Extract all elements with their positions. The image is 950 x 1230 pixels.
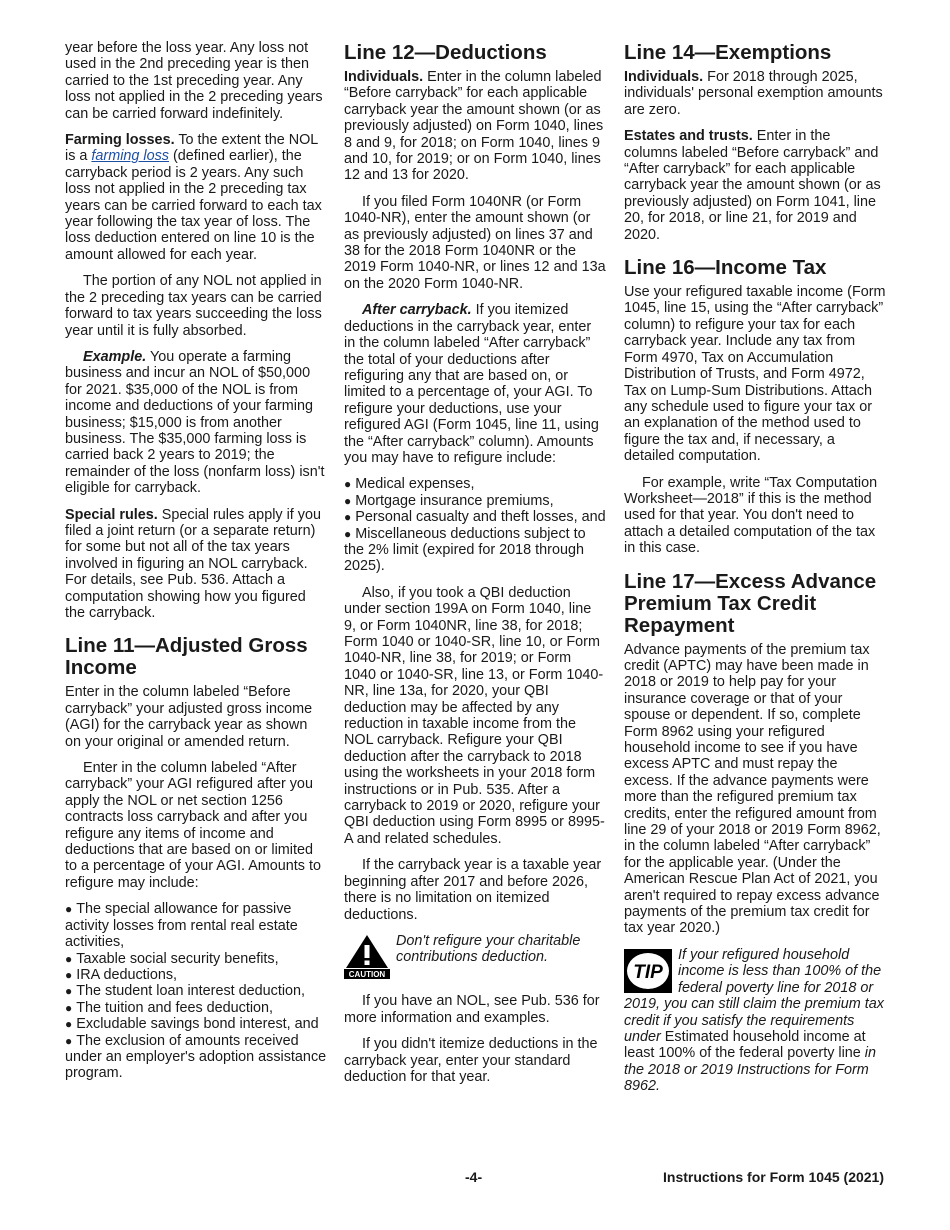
- tip-icon: [624, 949, 672, 993]
- individuals-text: Enter in the column labeled “Before carryback” for each applicable carryback year the amount shown (or as previously adjusted) on Form 1040, lines 8 and 9, for 2018; on Form 1040, lines 9 and 10, for 2019; or on Form 1040, lines 12 and 13 for 2020.: [344, 69, 604, 184]
- special-rules-text: Special rules apply if you filed a joint return (or a separate return) for some but not all of the tax years involved in figuring an NOL carryback. For details, see Pub. 536. Attach a computation showing how you figured the carryback.: [65, 506, 321, 621]
- list-item: ● Taxable social security benefits,: [65, 950, 279, 967]
- list-item: ● Personal casualty and theft losses, and: [344, 509, 606, 526]
- tip-text-2: in the 2018 or 2019 Instructions for Form 8962.: [624, 1045, 876, 1095]
- paragraph-estates-trusts: [624, 128, 886, 243]
- tip-label: TIP: [633, 961, 663, 983]
- paragraph-line11-before: Enter in the column labeled “Before carryback” your adjusted gross income (AGI) for the carryback year as shown on your original or amended return.: [65, 684, 313, 750]
- caution-callout: [344, 933, 606, 983]
- heading-line-16: Line 16—Income Tax: [624, 256, 827, 280]
- bullet-icon: ●: [344, 510, 352, 525]
- page-number: -4-: [465, 1169, 483, 1185]
- list-item: ● Miscellaneous deductions subject to the 2% limit (expired for 2018 through 2025).: [344, 525, 586, 575]
- paragraph-line11-after: Enter in the column labeled “After carryback” your AGI refigured after you apply the NOL or net section 1256 contracts loss carryback and after you refigure any items of income and deductions that are based on or limited to a percentage of your AGI. Amounts to refigure may include:: [65, 760, 321, 891]
- paragraph-farming-losses: [65, 132, 327, 263]
- after-carryback-text: If you itemized deductions in the carryback year, enter in the column labeled “After carryback” the total of your deductions after refiguring any that are based on, or limited to a percentage of, your AGI. To refigure your deductions, use your refigured AGI (Form 1045, line 11, using the “After carryback” column). Amounts you may have to refigure include:: [344, 302, 599, 466]
- list-item: ● The student loan interest deduction,: [65, 983, 306, 1000]
- estates-trusts-text: Enter in the columns labeled “Before carryback” and “After carryback” for each applicable carryback year the amount shown (or as previously adjusted) on Form 1041, line 20, for 2018, or line 21, for 2019 and 2020.: [624, 128, 881, 243]
- paragraph-special-rules: [65, 507, 327, 622]
- bullet-icon: ●: [65, 967, 73, 982]
- paragraph-after-carryback: [344, 302, 606, 466]
- special-rules-lead: Special rules.: [65, 506, 158, 523]
- farming-text-post: (defined earlier), the carryback period is 2 years. Any such loss not applied in the 2 preceding tax years can be carried forward to each tax year following the tax year of loss. The loss deduction entered on line 10 is the amount allowed for each year.: [65, 148, 322, 263]
- caution-text: Don't refigure your charitable contributions deduction.: [396, 932, 581, 966]
- paragraph-taxable-year: If the carryback year is a taxable year beginning after 2017 and before 2026, there is no limitation on itemized deductions.: [344, 857, 602, 923]
- list-item: ● The tuition and fees deduction,: [65, 999, 274, 1016]
- farming-loss-link[interactable]: farming loss: [91, 148, 169, 165]
- agi-refigure-list: [65, 901, 327, 1081]
- list-item: ● The special allowance for passive activity losses from rental real estate activities,: [65, 901, 298, 951]
- paragraph-qbi: Also, if you took a QBI deduction under section 199A on Form 1040, line 9, or Form 1040NR, line 38, for 2018; Form 1040 or 1040-SR, line 10, or Form 1040-NR, line 38, for 2019; or Form 1040 or 1040-SR, line 13, or Form 1040-NR, line 13a, for 2020, your QBI deduction may be affected by any reduction in taxable income from the NOL carryback. Refigure your QBI deduction after the carryback to 2018 using the worksheets in your 2018 form instructions or in Pub. 535. After a carryback to 2019 or 2020, refigure your QBI deduction using Form 8995 or 8995-A and related schedules.: [344, 584, 605, 847]
- list-item: ● The exclusion of amounts received under an employer's adoption assistance program.: [65, 1032, 327, 1082]
- list-item: ● Medical expenses,: [344, 476, 475, 493]
- paragraph-pub-536: If you have an NOL, see Pub. 536 for more information and examples.: [344, 993, 600, 1026]
- example-text: You operate a farming business and incur an NOL of $50,000 for 2021. $35,000 of the NOL is from income and deductions of your farming business; $15,000 is from another business. The $35,000 farming loss is carried back 2 years to 2019; the remainder of the loss (nonfarm loss) isn't eligible for carryback.: [65, 348, 325, 497]
- individuals-lead: Individuals.: [624, 69, 704, 85]
- deductions-refigure-list: [344, 476, 606, 574]
- farming-losses-lead: Farming losses.: [65, 132, 175, 149]
- heading-line-14: Line 14—Exemptions: [624, 41, 832, 64]
- bullet-icon: ●: [344, 526, 352, 541]
- caution-label: CAUTION: [348, 969, 386, 979]
- list-item: ● Excludable savings bond interest, and: [65, 1016, 319, 1033]
- paragraph-nol-portion: The portion of any NOL not applied in the 2 preceding tax years can be carried forward to tax years succeeding the loss year until it is fully absorbed.: [65, 273, 322, 339]
- paragraph-aptc: Advance payments of the premium tax credit (APTC) may have been made in 2018 or 2019 to help pay for your insurance coverage or that of your spouse or dependent. If so, complete Form 8962 using your refigured household income to see if you have excess APTC and must repay the excess. If the advance payments were more than the refigured premium tax credits, enter the refigured amount from line 29 of your 2018 or 2019 Form 8962, in the column labeled “After carryback” for the applicable year. (Under the American Rescue Plan Act of 2021, you aren't required to repay excess advance payments of the premium tax credit for tax year 2020.): [624, 641, 881, 937]
- bullet-icon: ●: [65, 902, 73, 917]
- bullet-icon: ●: [65, 1033, 73, 1048]
- bullet-icon: ●: [65, 984, 73, 999]
- column-3: [624, 40, 886, 1105]
- bullet-icon: ●: [344, 477, 352, 492]
- example-lead: Example.: [83, 348, 147, 365]
- paragraph-income-tax: Use your refigured taxable income (Form 1045, line 15, using the “After carryback” column) to refigure your tax for each carryback year. Include any tax from Form 4970, Tax on Accumulation Distribution of Trusts, and Form 4972, Tax on Lump-Sum Distributions. Attach any schedule used to figure your tax or an explanation of the method used to figure the tax and, if necessary, a detailed computation.: [624, 284, 886, 465]
- caution-icon: [344, 933, 392, 983]
- estates-trusts-lead: Estates and trusts.: [624, 128, 753, 145]
- farming-text-pre: To the extent the NOL is a: [65, 132, 318, 165]
- tip-callout: [624, 947, 886, 1095]
- form-title: Instructions for Form 1045 (2021): [663, 1169, 884, 1185]
- individuals-text: For 2018 through 2025, individuals' personal exemption amounts are zero.: [624, 69, 883, 118]
- paragraph-individuals-deductions: [344, 69, 606, 184]
- paragraph-tax-example: For example, write “Tax Computation Worksheet—2018” if this is the method used for that year. You don't need to attach a detailed computation of the tax in this case.: [624, 474, 878, 557]
- after-carryback-lead: After carryback.: [362, 302, 472, 319]
- column-1: [65, 40, 327, 1092]
- paragraph-standard-deduction: If you didn't itemize deductions in the carryback year, enter your standard deduction for that year.: [344, 1036, 598, 1085]
- paragraph-1040nr: If you filed Form 1040NR (or Form 1040-NR), enter the amount shown (or as previously adjusted) on lines 37 and 38 for the 2018 Form 1040NR or the 2019 Form 1040-NR, or lines 12 and 13a on the 2020 Form 1040-NR.: [344, 193, 606, 292]
- list-item: ● Mortgage insurance premiums,: [344, 492, 554, 509]
- bullet-icon: ●: [65, 1017, 73, 1032]
- bullet-icon: ●: [65, 1000, 73, 1015]
- heading-line-17: Line 17—Excess Advance Premium Tax Credit Repayment: [624, 569, 877, 637]
- bullet-icon: ●: [344, 493, 352, 508]
- paragraph-loss-year: year before the loss year. Any loss not used in the 2nd preceding year is then carried to the 1st preceding year. Any loss not applied in the 2 preceding years can be carried forward indefinitely.: [65, 40, 323, 122]
- paragraph-individuals-exemptions: [624, 69, 886, 118]
- heading-line-11: Line 11—Adjusted Gross Income: [65, 634, 308, 680]
- column-2: [344, 40, 606, 1095]
- individuals-lead: Individuals.: [344, 69, 424, 85]
- tip-text-1: If your refigured household income is less than 100% of the federal poverty line for 2018 or 2019, you can still claim the premium tax credit if you satisfy the requirements under: [624, 946, 884, 1045]
- tip-text-upright: Estimated household income at least 100% of the federal poverty line: [624, 1028, 866, 1062]
- list-item: ● IRA deductions,: [65, 966, 178, 983]
- paragraph-example: [65, 349, 327, 497]
- bullet-icon: ●: [65, 951, 73, 966]
- heading-line-12: Line 12—Deductions: [344, 41, 547, 64]
